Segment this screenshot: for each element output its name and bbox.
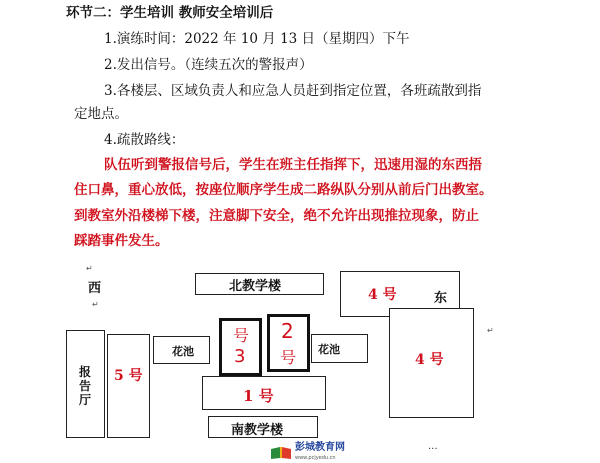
red-instruction-line2: 住口鼻，重心放低，按座位顺序学生成二路纵队分别从前后门出教室。 (74, 182, 493, 198)
item-positions-line1: 3.各楼层、区域负责人和应急人员赶到指定位置，各班疏散到指 (104, 83, 482, 99)
item-signal: 2.发出信号。（连续五次的警报声） (104, 57, 313, 73)
building-3 (219, 318, 262, 376)
west-label: 西 (88, 281, 102, 296)
watermark-text (295, 443, 345, 463)
building-2-number: 2 (281, 319, 294, 343)
building-1-label: 1 号 (243, 387, 274, 405)
building-3-number: 3 (234, 346, 246, 367)
site-watermark (270, 443, 345, 463)
red-instruction-line3: 到教室外沿楼梯下楼，注意脚下安全，绝不允许出现推拉现象，防止 (74, 208, 479, 224)
cropped-text: ··· (428, 444, 438, 455)
lecture-hall (66, 330, 105, 438)
red-instruction-line1: 队伍听到警报信号后，学生在班主任指挥下，迅速用湿的东西捂 (104, 157, 482, 173)
building-5 (107, 334, 150, 438)
south-building-label: 南教学楼 (231, 423, 284, 438)
item-positions-line2: 定地点。 (74, 106, 128, 122)
item-drill-time: 1.演练时间：2022 年 10 月 13 日（星期四）下午 (104, 31, 410, 47)
book-icon (270, 446, 292, 460)
flower-bed-left-label: 花池 (172, 345, 194, 358)
building-4-right-label: 4 号 (415, 352, 444, 368)
lecture-hall-label: 报告厅 (79, 365, 92, 407)
flower-bed-right-label: 花池 (318, 343, 340, 356)
building-4-top-label: 4 号 (368, 287, 397, 303)
building-3-hao: 号 (233, 326, 250, 345)
red-instruction-line4: 踩踏事件发生。 (74, 233, 169, 249)
section-heading: 环节二：学生培训 教师安全培训后 (66, 5, 274, 21)
flower-bed-right (311, 334, 368, 363)
return-mark: ↵ (86, 264, 93, 273)
flower-bed-left (153, 336, 210, 364)
north-building-label: 北教学楼 (229, 279, 282, 294)
south-building (208, 416, 318, 438)
watermark-url: www.pcjyedu.cn (295, 455, 336, 461)
building-2 (267, 314, 310, 372)
watermark-name: 彭城教育网 (295, 442, 345, 453)
east-label: 东 (434, 291, 448, 306)
north-building (195, 273, 324, 295)
return-mark: ↵ (92, 300, 99, 309)
building-4-right (389, 308, 474, 418)
building-5-label: 5 号 (114, 368, 143, 384)
building-1 (202, 376, 326, 410)
item-route: 4.疏散路线： (104, 132, 185, 148)
return-mark: ↵ (487, 326, 494, 335)
building-2-hao: 号 (280, 348, 297, 367)
